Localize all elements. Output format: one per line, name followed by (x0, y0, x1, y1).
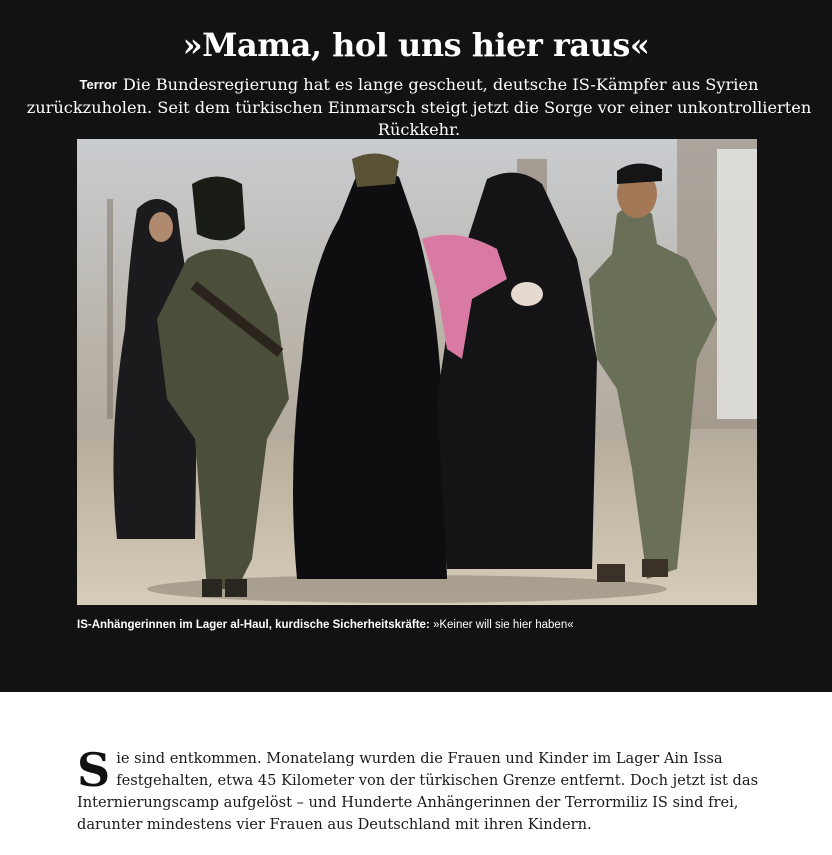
article-kicker: Terror (79, 77, 117, 92)
figure-child (511, 282, 543, 306)
article-dek (24, 74, 814, 141)
figure-face (149, 212, 173, 242)
photo-illustration (77, 139, 757, 605)
figure-boot (642, 559, 668, 577)
caption-quote: »Keiner will sie hier haben« (432, 619, 574, 631)
article-photo (77, 139, 757, 605)
figure-head-scarf (192, 177, 245, 241)
figure-boot (597, 564, 625, 582)
article-body (77, 743, 777, 836)
article-dek-text: Die Bundesregierung hat es lange gescheut, deutsche IS-Kämpfer aus Syrien zurückzuholen. Seit dem türkischen Einmarsch steigt jetzt die Sorge vor einer unkontrollierten Rückkehr. (26, 75, 812, 139)
caption-lead: IS-Anhängerinnen im Lager al-Haul, kurdische Sicherheitskräfte: (77, 619, 430, 631)
photo-caption (77, 619, 777, 631)
photo-vehicle (717, 149, 757, 419)
article-dropcap: S (77, 743, 111, 797)
figure-boot (202, 579, 222, 597)
photo-pole (107, 199, 113, 419)
figure-boot (225, 579, 247, 597)
figure-head-cover (352, 153, 399, 187)
article-headline: »Mama, hol uns hier raus« (182, 26, 650, 64)
article-body-text: ie sind entkommen. Monatelang wurden die Frauen und Kinder im Lager Ain Issa festgehalten, etwa 45 Kilometer von der türkischen Grenze entfernt. Doch jetzt ist das Internierungscamp aufgelöst – und Hunderte Anhängerinnen der Terrormiliz IS sind frei, darunter mindestens vier Frauen aus Deutschland mit ihren Kindern. (77, 750, 759, 833)
